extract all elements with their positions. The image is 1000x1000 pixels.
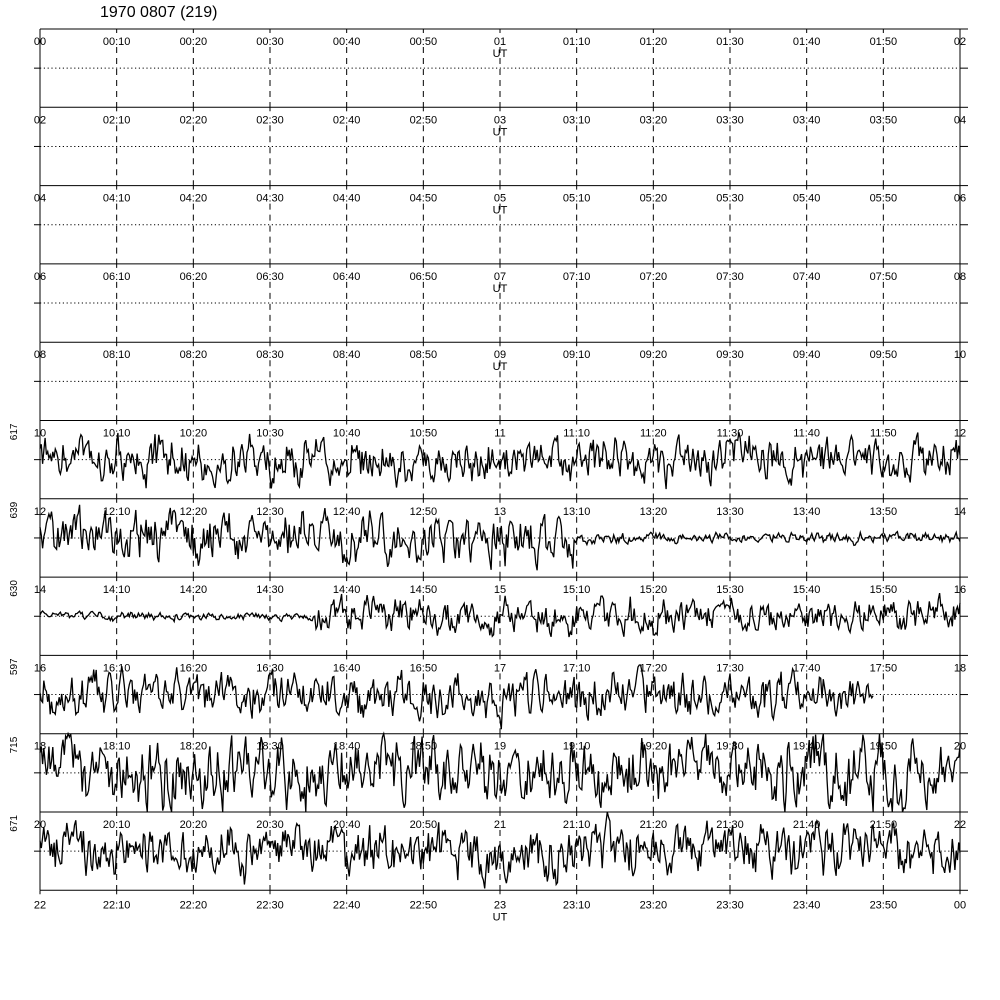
tick-label: 17:30 (716, 662, 744, 675)
tick-label: 10 (953, 349, 967, 362)
tick-label: 11:20 (639, 427, 667, 440)
tick-label: 07:30 (716, 270, 744, 283)
tick-label: 08:50 (409, 349, 438, 362)
tick-label: 00:50 (409, 36, 438, 48)
tick-label: 17:40 (792, 662, 821, 675)
tick-label: 14 (953, 505, 967, 518)
tick-label: 10:50 (409, 427, 438, 440)
tick-label: 12:40 (332, 505, 361, 518)
tick-label: 00 (953, 899, 967, 912)
tick-label: 07:20 (639, 270, 668, 283)
tick-label: 03:50 (869, 114, 898, 127)
panel-4 (34, 264, 968, 342)
ut-label: UT (492, 48, 508, 60)
ut-label: UT (492, 282, 508, 295)
tick-label: 08:40 (332, 349, 361, 362)
tick-label: 20 (33, 819, 47, 831)
panel-11 (9, 812, 968, 890)
tick-label: 17:50 (869, 662, 898, 675)
tick-label: 01 (493, 36, 507, 48)
tick-label: 17:10 (562, 662, 591, 675)
panel-10 (9, 734, 968, 812)
tick-label: 09:50 (869, 349, 898, 362)
tick-label: 11:50 (869, 427, 897, 440)
tick-label: 08 (33, 349, 47, 362)
tick-label: 01:10 (562, 36, 591, 48)
panel-6 (9, 421, 968, 499)
tick-label: 01:20 (639, 36, 668, 48)
ut-label: UT (492, 361, 508, 374)
tick-label: 15:20 (639, 584, 668, 597)
tick-label: 14:30 (256, 584, 284, 597)
tick-label: 19:40 (792, 740, 821, 753)
tick-label: 11:40 (793, 427, 821, 440)
tick-label: 21:10 (562, 819, 591, 831)
tick-label: 03 (493, 114, 507, 127)
tick-label: 16:50 (409, 662, 438, 675)
tick-label: 16 (33, 662, 47, 675)
panel-5 (34, 342, 968, 420)
tick-label: 04:30 (256, 192, 284, 205)
tick-label: 16:20 (179, 662, 208, 675)
tick-label: 03:20 (639, 114, 668, 127)
tick-label: 16:10 (102, 662, 131, 675)
tick-label: 20:20 (179, 819, 208, 831)
tick-label: 23:30 (716, 899, 744, 912)
tick-label: 14:10 (102, 584, 131, 597)
tick-label: 16:40 (332, 662, 361, 675)
tick-label: 06:30 (256, 270, 284, 283)
tick-label: 12:30 (256, 505, 284, 518)
tick-label: 23:10 (562, 899, 591, 912)
tick-label: 13 (493, 505, 507, 518)
tick-label: 03:30 (716, 114, 744, 127)
tick-label: 07 (493, 270, 507, 283)
panel-8 (9, 577, 968, 655)
tick-label: 13:10 (562, 505, 591, 518)
panel-ylabel: 671 (9, 815, 20, 832)
tick-label: 01:40 (792, 36, 821, 48)
tick-label: 06:50 (409, 270, 438, 283)
tick-label: 22:30 (256, 899, 284, 912)
tick-label: 12:20 (179, 505, 208, 518)
tick-label: 02 (33, 114, 47, 127)
tick-label: 22 (953, 819, 967, 831)
tick-label: 06:10 (102, 270, 131, 283)
tick-label: 14:50 (409, 584, 438, 597)
tick-label: 02:50 (409, 114, 438, 127)
tick-label: 15:50 (869, 584, 898, 597)
tick-label: 22 (33, 899, 47, 912)
tick-label: 10 (33, 427, 47, 440)
tick-label: 17 (493, 662, 507, 675)
panel-2 (34, 107, 968, 185)
tick-label: 15:30 (716, 584, 744, 597)
tick-label: 20:40 (332, 819, 361, 831)
tick-label: 10:10 (102, 427, 131, 440)
tick-label: 10:20 (179, 427, 208, 440)
tick-label: 12 (33, 505, 47, 518)
panel-3 (34, 186, 968, 264)
tick-label: 21:40 (792, 819, 821, 831)
panel-1 (34, 29, 968, 107)
panel-ylabel: 597 (9, 658, 20, 676)
tick-label: 02 (953, 36, 967, 48)
tick-label: 06:20 (179, 270, 208, 283)
tick-label: 13:30 (716, 505, 744, 518)
tick-label: 04 (33, 192, 47, 205)
tick-label: 01:50 (869, 36, 898, 48)
tick-label: 08:10 (102, 349, 131, 362)
tick-label: 00:40 (332, 36, 361, 48)
tick-label: 09:20 (639, 349, 668, 362)
tick-label: 23:40 (792, 899, 821, 912)
ut-label: UT (492, 911, 508, 924)
tick-label: 23:50 (869, 899, 898, 912)
tick-label: 05:40 (792, 192, 821, 205)
tick-label: 05 (493, 192, 507, 205)
tick-label: 05:20 (639, 192, 668, 205)
tick-label: 18:40 (332, 740, 361, 753)
tick-label: 05:30 (716, 192, 744, 205)
tick-label: 09:10 (562, 349, 591, 362)
tick-label: 10:30 (256, 427, 284, 440)
tick-label: 14:20 (179, 584, 208, 597)
tick-label: 20 (953, 740, 967, 753)
tick-label: 04:50 (409, 192, 438, 205)
tick-label: 07:40 (792, 270, 821, 283)
tick-label: 07:50 (869, 270, 898, 283)
tick-label: 13:20 (639, 505, 668, 518)
tick-label: 21:20 (639, 819, 668, 831)
tick-label: 18:50 (409, 740, 438, 753)
ut-label: UT (492, 204, 508, 217)
tick-label: 02:10 (102, 114, 131, 127)
tick-label: 02:40 (332, 114, 361, 127)
tick-label: 18 (33, 740, 47, 753)
tick-label: 18 (953, 662, 967, 675)
tick-label: 13:40 (792, 505, 821, 518)
tick-label: 15:10 (562, 584, 591, 597)
tick-label: 23 (493, 899, 507, 912)
tick-label: 16:30 (256, 662, 284, 675)
tick-label: 00:30 (256, 36, 284, 48)
tick-label: 14:40 (332, 584, 361, 597)
tick-label: 01:30 (716, 36, 744, 48)
ut-label: UT (492, 126, 508, 139)
panel-12 (34, 899, 966, 923)
tick-label: 03:10 (562, 114, 591, 127)
tick-label: 21 (493, 819, 507, 831)
tick-label: 04:40 (332, 192, 361, 205)
tick-label: 08:20 (179, 349, 208, 362)
panel-ylabel: 617 (9, 423, 20, 441)
tick-label: 04:20 (179, 192, 208, 205)
tick-label: 19:20 (639, 740, 668, 753)
tick-label: 08 (953, 270, 967, 283)
tick-label: 18:20 (179, 740, 208, 753)
panel-ylabel: 715 (9, 736, 20, 754)
tick-label: 09 (493, 349, 507, 362)
tick-label: 20:10 (102, 819, 131, 831)
tick-label: 07:10 (562, 270, 591, 283)
tick-label: 02:30 (256, 114, 284, 127)
tick-label: 19:30 (716, 740, 744, 753)
tick-label: 19 (493, 740, 507, 753)
tick-label: 16 (953, 584, 967, 597)
tick-label: 20:50 (409, 819, 438, 831)
tick-label: 15:40 (792, 584, 821, 597)
tick-label: 05:10 (562, 192, 591, 205)
tick-label: 08:30 (256, 349, 284, 362)
panel-9 (9, 655, 968, 733)
tick-label: 11 (494, 427, 506, 440)
tick-label: 20:30 (256, 819, 284, 831)
panel-ylabel: 630 (9, 580, 20, 597)
tick-label: 17:20 (639, 662, 668, 675)
tick-label: 04:10 (102, 192, 131, 205)
tick-label: 13:50 (869, 505, 898, 518)
tick-label: 09:40 (792, 349, 821, 362)
tick-label: 00:10 (102, 36, 131, 48)
tick-label: 14 (33, 584, 47, 597)
tick-label: 22:10 (102, 899, 131, 912)
tick-label: 04 (953, 114, 967, 127)
tick-label: 12 (953, 427, 967, 440)
tick-label: 12:50 (409, 505, 438, 518)
panel-7 (9, 499, 968, 577)
tick-label: 18:10 (102, 740, 131, 753)
tick-label: 22:20 (179, 899, 208, 912)
tick-label: 02:20 (179, 114, 208, 127)
tick-label: 22:40 (332, 899, 361, 912)
tick-label: 23:20 (639, 899, 668, 912)
tick-label: 15 (493, 584, 507, 597)
tick-label: 11:30 (716, 427, 744, 440)
tick-label: 06 (33, 270, 47, 283)
tick-label: 05:50 (869, 192, 898, 205)
tick-label: 22:50 (409, 899, 438, 912)
tick-label: 10:40 (332, 427, 361, 440)
tick-label: 21:30 (716, 819, 744, 831)
tick-label: 03:40 (792, 114, 821, 127)
tick-label: 09:30 (716, 349, 744, 362)
chart-title: 1970 0807 (219) (100, 4, 218, 21)
tick-label: 19:10 (562, 740, 591, 753)
data-trace (40, 665, 873, 729)
tick-label: 19:50 (869, 740, 898, 753)
tick-label: 18:30 (256, 740, 284, 753)
tick-label: 21:50 (869, 819, 898, 831)
tick-label: 06 (953, 192, 967, 205)
tick-label: 06:40 (332, 270, 361, 283)
tick-label: 12:10 (102, 505, 131, 518)
tick-label: 00 (33, 36, 47, 48)
panel-ylabel: 639 (9, 501, 20, 519)
tick-label: 11:10 (563, 427, 591, 440)
tick-label: 00:20 (179, 36, 208, 48)
